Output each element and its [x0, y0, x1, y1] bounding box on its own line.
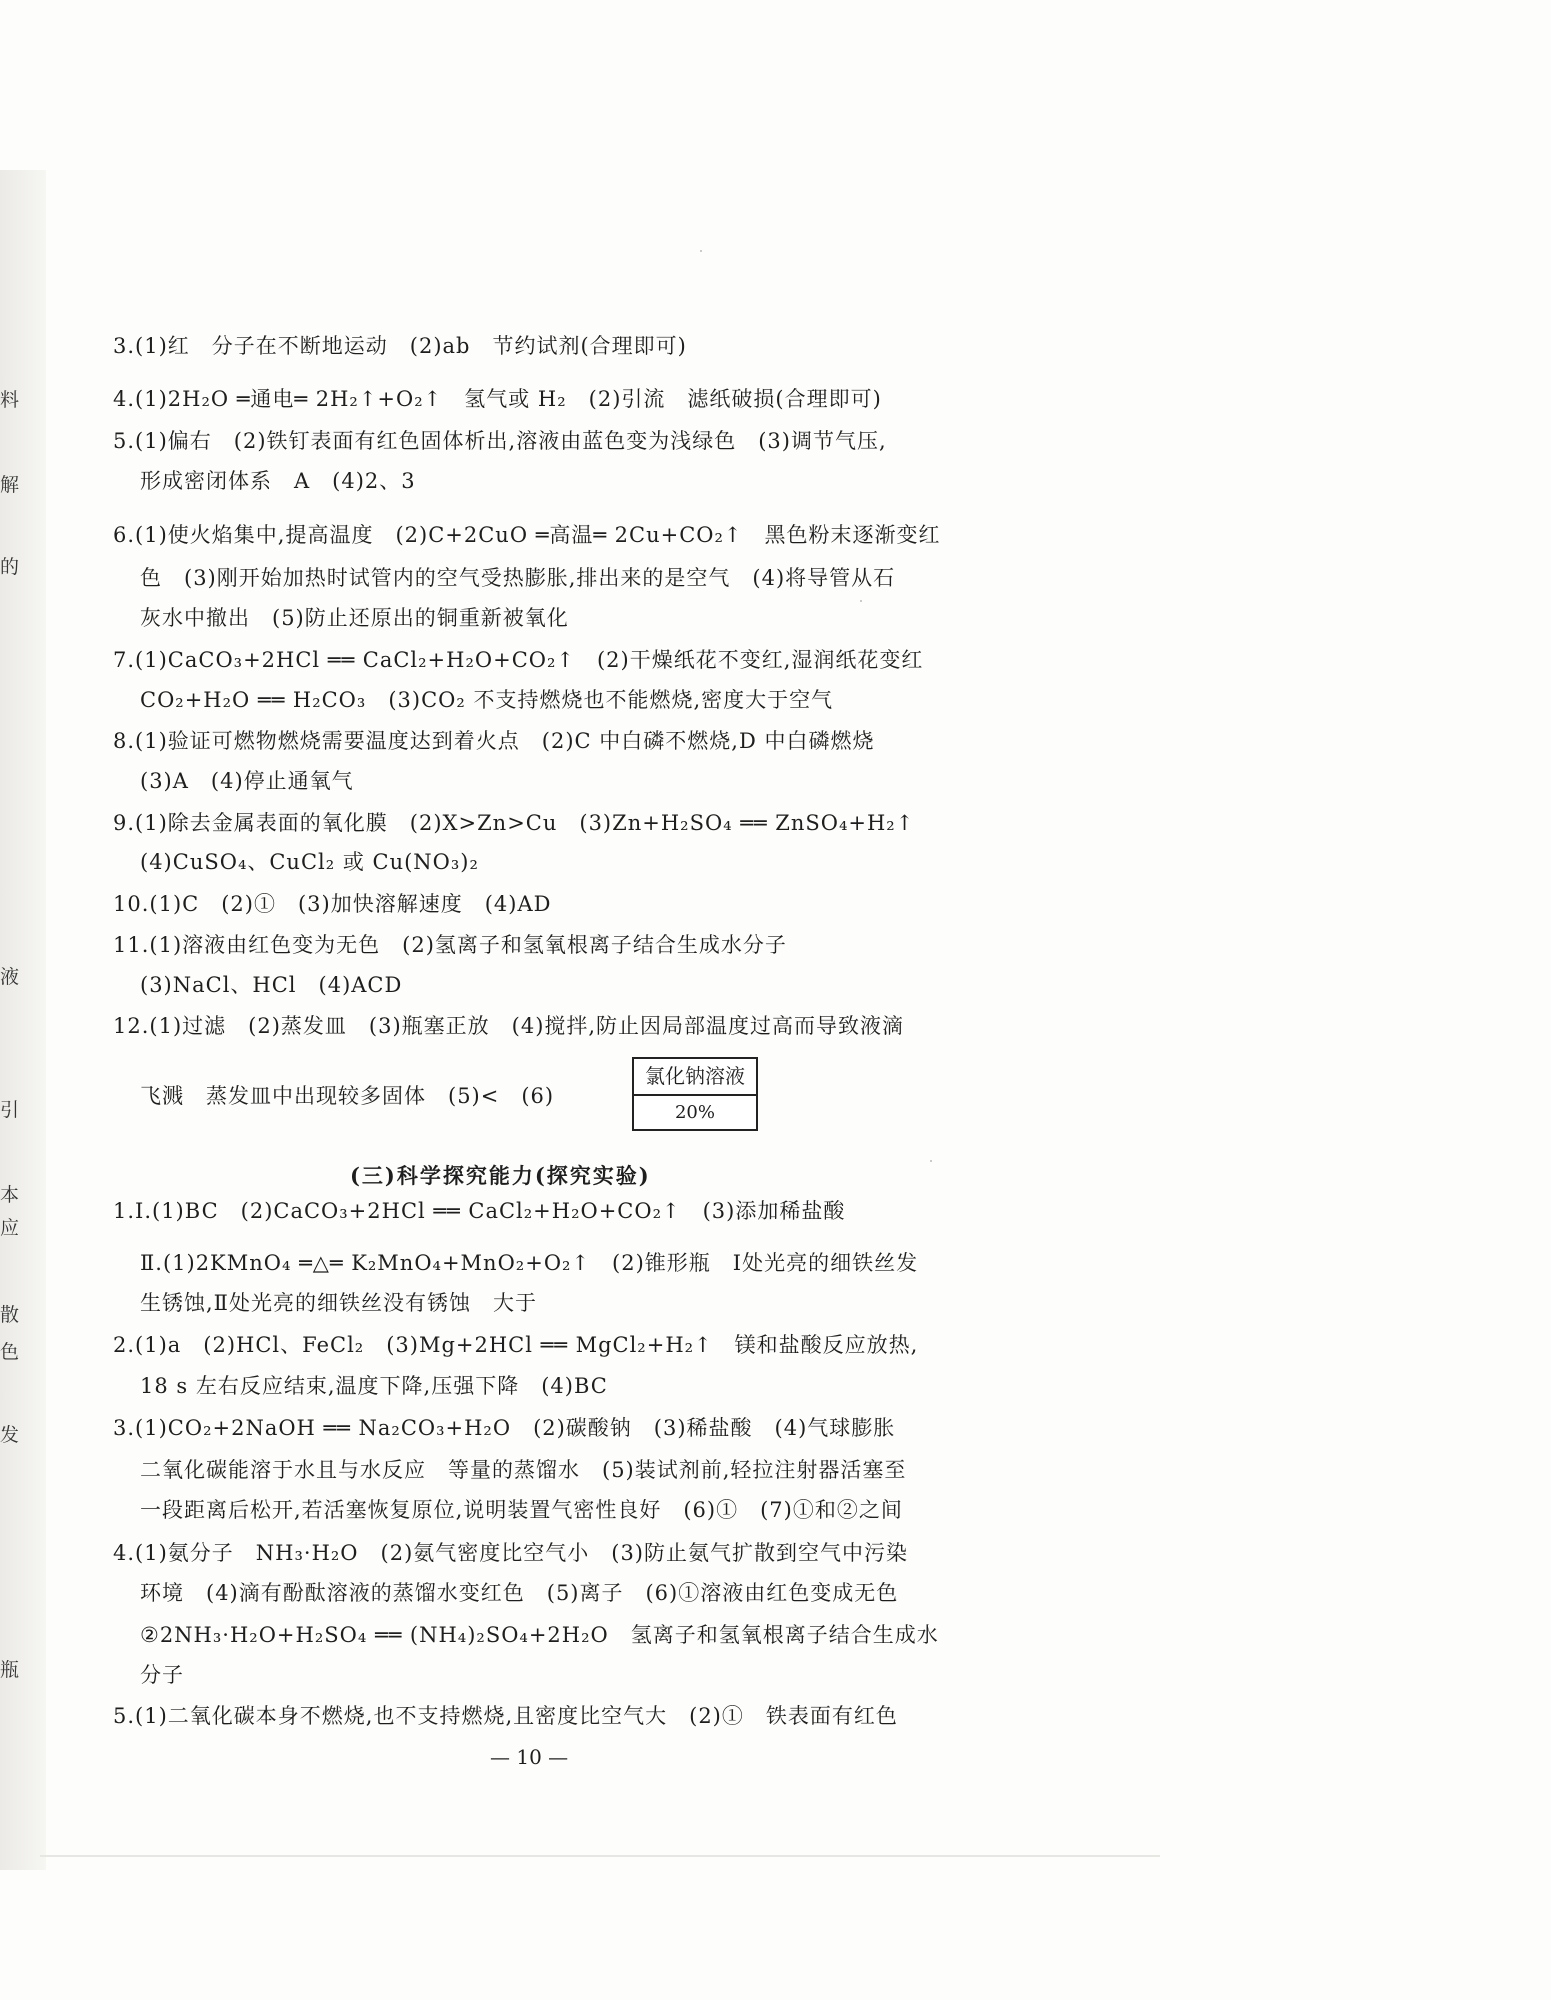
answer-line: 11.(1)溶液由红色变为无色 (2)氢离子和氢氧根离子结合生成水分子: [113, 933, 787, 957]
answer-line: Ⅱ.(1)2KMnO₄ ═△═ K₂MnO₄+MnO₂+O₂↑ (2)锥形瓶 Ⅰ处光亮的细铁丝发: [140, 1251, 919, 1275]
answer-line: (4)CuSO₄、CuCl₂ 或 Cu(NO₃)₂: [140, 850, 479, 874]
answer-line: 色 (3)刚开始加热时试管内的空气受热膨胀,排出来的是空气 (4)将导管从石: [140, 566, 896, 590]
answer-line: 4.(1)2H₂O ═通电═ 2H₂↑+O₂↑ 氢气或 H₂ (2)引流 滤纸破损(合理即可): [113, 387, 882, 411]
gutter-char: 的: [0, 556, 20, 578]
answer-line: 5.(1)偏右 (2)铁钉表面有红色固体析出,溶液由蓝色变为浅绿色 (3)调节气压,: [113, 429, 887, 453]
answer-line: 9.(1)除去金属表面的氧化膜 (2)X>Zn>Cu (3)Zn+H₂SO₄ ══ ZnSO₄+H₂↑: [113, 811, 915, 835]
answer-line: 18 s 左右反应结束,温度下降,压强下降 (4)BC: [140, 1374, 608, 1398]
answer-line: CO₂+H₂O ══ H₂CO₃ (3)CO₂ 不支持燃烧也不能燃烧,密度大于空气: [140, 688, 834, 712]
scan-edge-line: [40, 1855, 1160, 1857]
label-concentration: 20%: [674, 1102, 715, 1123]
gutter-char: 引: [0, 1099, 20, 1121]
scan-speck: [860, 600, 862, 602]
gutter-char: 解: [0, 474, 20, 496]
gutter-char: 瓶: [0, 1659, 20, 1681]
answer-line: 分子: [140, 1663, 184, 1687]
answer-line: 3.(1)红 分子在不断地运动 (2)ab 节约试剂(合理即可): [113, 334, 687, 358]
gutter-char: 发: [0, 1424, 20, 1446]
answer-line: 形成密闭体系 A (4)2、3: [140, 469, 416, 493]
gutter-char: 散: [0, 1304, 20, 1326]
answer-line: 6.(1)使火焰集中,提高温度 (2)C+2CuO ═高温═ 2Cu+CO₂↑ 黑色粉末逐渐变红: [113, 523, 941, 547]
reagent-label: [632, 1057, 758, 1131]
answer-line: 生锈蚀,Ⅱ处光亮的细铁丝没有锈蚀 大于: [140, 1291, 537, 1315]
answer-line: 1.Ⅰ.(1)BC (2)CaCO₃+2HCl ══ CaCl₂+H₂O+CO₂↑ (3)添加稀盐酸: [113, 1199, 846, 1223]
answer-line: (3)A (4)停止通氧气: [140, 769, 354, 793]
answer-line: (3)NaCl、HCl (4)ACD: [140, 973, 403, 997]
section-heading: (三)科学探究能力(探究实验): [350, 1163, 651, 1188]
answer-line: 4.(1)氨分子 NH₃·H₂O (2)氨气密度比空气小 (3)防止氨气扩散到空气中污染: [113, 1541, 909, 1565]
answer-line: ②2NH₃·H₂O+H₂SO₄ ══ (NH₄)₂SO₄+2H₂O 氢离子和氢氧根离子结合生成水: [140, 1623, 939, 1647]
answer-line: 7.(1)CaCO₃+2HCl ══ CaCl₂+H₂O+CO₂↑ (2)干燥纸花不变红,湿润纸花变红: [113, 648, 924, 672]
answer-line: 3.(1)CO₂+2NaOH ══ Na₂CO₃+H₂O (2)碳酸钠 (3)稀盐酸 (4)气球膨胀: [113, 1416, 896, 1440]
gutter-char: 料: [0, 389, 20, 411]
gutter-char: 色: [0, 1341, 20, 1363]
scan-speck: [930, 1160, 932, 1162]
answer-line: 10.(1)C (2)① (3)加快溶解速度 (4)AD: [113, 892, 552, 916]
answer-line: 飞溅 蒸发皿中出现较多固体 (5)< (6): [140, 1084, 555, 1108]
label-solution-name: 氯化钠溶液: [634, 1059, 756, 1096]
gutter-char: 应: [0, 1217, 20, 1239]
answer-line: 环境 (4)滴有酚酞溶液的蒸馏水变红色 (5)离子 (6)①溶液由红色变成无色: [140, 1581, 899, 1605]
scan-speck: [700, 250, 702, 252]
binding-shadow: [0, 170, 46, 1870]
page-number: — 10 —: [490, 1745, 569, 1769]
answer-line: 一段距离后松开,若活塞恢复原位,说明装置气密性良好 (6)① (7)①和②之间: [140, 1498, 903, 1522]
answer-line: 2.(1)a (2)HCl、FeCl₂ (3)Mg+2HCl ══ MgCl₂+H₂↑ 镁和盐酸反应放热,: [113, 1333, 919, 1357]
answer-line: 二氧化碳能溶于水且与水反应 等量的蒸馏水 (5)装试剂前,轻拉注射器活塞至: [140, 1458, 907, 1482]
answer-line: 8.(1)验证可燃物燃烧需要温度达到着火点 (2)C 中白磷不燃烧,D 中白磷燃烧: [113, 729, 875, 753]
answer-line: 5.(1)二氧化碳本身不燃烧,也不支持燃烧,且密度比空气大 (2)① 铁表面有红色: [113, 1704, 898, 1728]
answer-line: 12.(1)过滤 (2)蒸发皿 (3)瓶塞正放 (4)搅拌,防止因局部温度过高而导致液滴: [113, 1014, 905, 1038]
gutter-char: 液: [0, 966, 20, 988]
gutter-char: 本: [0, 1184, 20, 1206]
answer-line: 灰水中撤出 (5)防止还原出的铜重新被氧化: [140, 606, 569, 630]
